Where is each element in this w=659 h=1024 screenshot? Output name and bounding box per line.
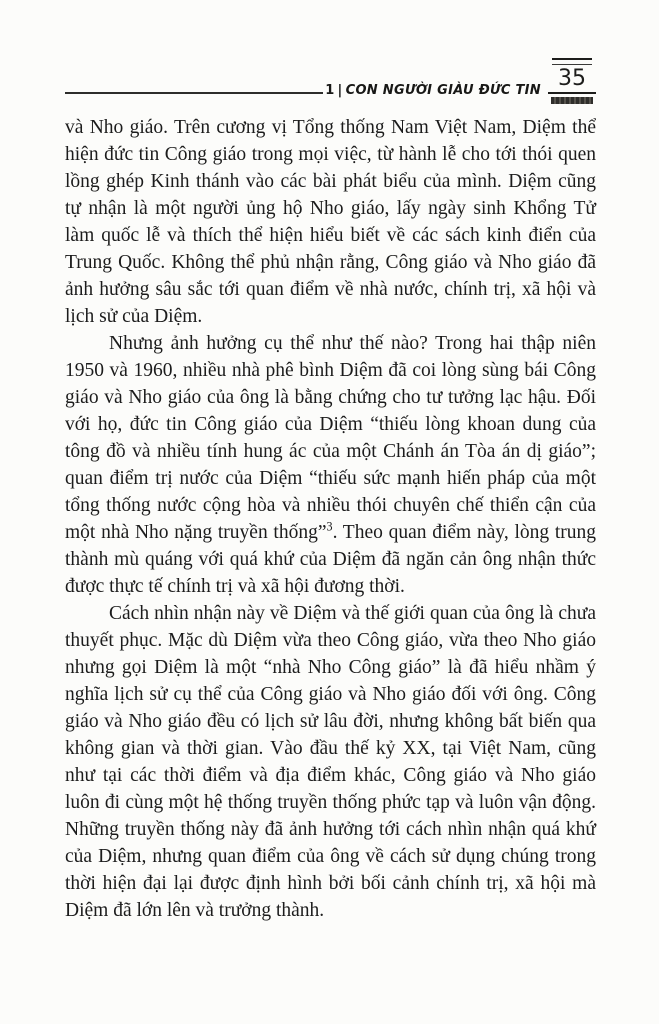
chapter-separator: |	[337, 83, 343, 98]
page-number: 35	[558, 66, 586, 91]
paragraph	[65, 114, 596, 330]
header-rule	[65, 92, 323, 94]
page-body	[65, 114, 596, 924]
paragraph	[65, 330, 596, 600]
footnote-ref: 3	[326, 519, 333, 534]
page-number-top-rule	[552, 58, 592, 65]
chapter-number: 1	[325, 83, 335, 98]
running-head	[323, 83, 548, 104]
paragraph-text: . Theo quan điểm này, lòng trung thành mù quáng với quá khứ của Diệm đã ngăn cản ông nhận thức được thực tế chính trị và xã hội đương thời.	[65, 522, 597, 597]
page-header	[65, 54, 596, 104]
decorative-bar	[551, 97, 593, 104]
paragraph-text: Nhưng ảnh hưởng cụ thể như thế nào? Trong hai thập niên 1950 và 1960, nhiều nhà phê bình Diệm đã coi lòng sùng bái Công giáo và Nho giáo của ông là bằng chứng cho tư tưởng lạc hậu. Đối với họ, đức tin Công giáo của Diệm “thiếu lòng khoan dung của tông đồ và nhiều tính hung ác của một Chánh án Tòa án dị giáo”; quan điểm trị nước của Diệm “thiếu sức mạnh hiến pháp của một tổng thống nước cộng hòa và nhiều thói chuyên chế thiển cận của một nhà Nho nặng truyền thống”	[65, 333, 596, 543]
paragraph-text: Cách nhìn nhận này về Diệm và thế giới quan của ông là chưa thuyết phục. Mặc dù Diệm vừa theo Công giáo, vừa theo Nho giáo nhưng gọi Diệm là một “nhà Nho Công giáo” là đã hiểu nhầm ý nghĩa lịch sử cụ thể của Công giáo và Nho giáo đối với ông. Công giáo và Nho giáo đều có lịch sử lâu đời, nhưng không bất biến qua không gian và thời gian. Vào đầu thế kỷ XX, tại Việt Nam, cũng như tại các thời điểm và địa điểm khác, Công giáo và Nho giáo luôn đi cùng một hệ thống truyền thống phức tạp và luôn vận động. Những truyền thống này đã ảnh hưởng tới cách nhìn nhận quá khứ của Diệm, nhưng quan điểm của ông về cách sử dụng chúng trong thời hiện đại lại được định hình bởi bối cảnh chính trị, xã hội mà Diệm đã lớn lên và trưởng thành.	[65, 603, 596, 921]
page-number-block	[548, 58, 596, 104]
page-number-bottom-rule	[548, 92, 596, 94]
paragraph-text: và Nho giáo. Trên cương vị Tổng thống Nam Việt Nam, Diệm thể hiện đức tin Công giáo trong mọi việc, từ hành lễ cho tới thói quen lồng ghép Kinh thánh vào các bài phát biểu của mình. Diệm cũng tự nhận là một người ủng hộ Nho giáo, lấy ngày sinh Khổng Tử làm quốc lễ và thích thể hiện hiểu biết về các sách kinh điển của Trung Quốc. Không thể phủ nhận rằng, Công giáo và Nho giáo đã ảnh hưởng sâu sắc tới quan điểm về nhà nước, chính trị, xã hội và lịch sử của Diệm.	[65, 117, 596, 327]
chapter-title: CON NGƯỜI GIÀU ĐỨC TIN	[345, 83, 541, 98]
paragraph	[65, 600, 596, 924]
